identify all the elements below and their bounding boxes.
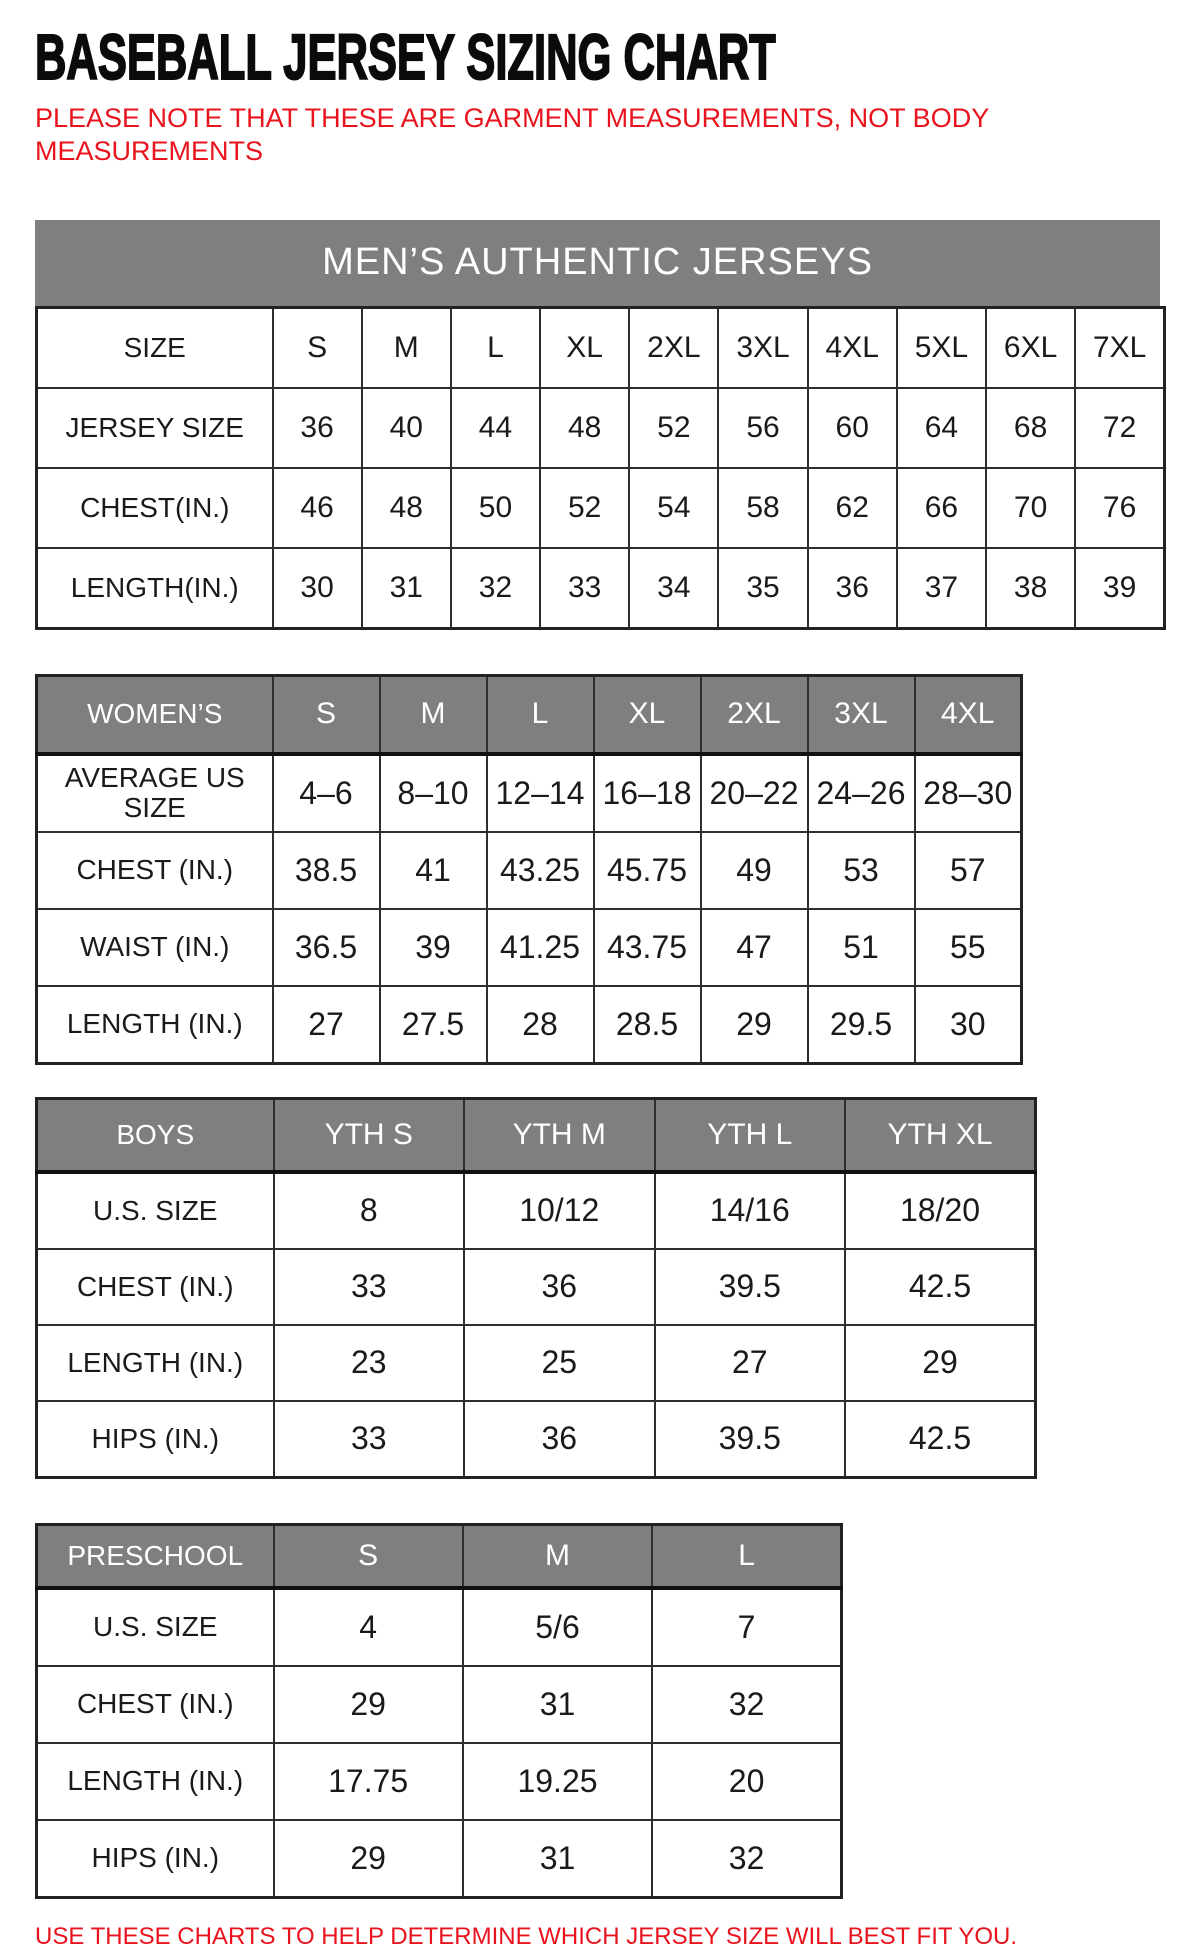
table-cell: 28.5	[594, 986, 701, 1064]
table-cell: 45.75	[594, 832, 701, 909]
preschool-sizing-table	[35, 1523, 843, 1899]
table-cell: 31	[463, 1666, 652, 1743]
table-cell: 4XL	[808, 307, 897, 388]
table-cell: 60	[808, 388, 897, 468]
table-cell: 33	[274, 1401, 465, 1478]
table-cell: 5XL	[897, 307, 986, 388]
table-cell: 42.5	[845, 1401, 1036, 1478]
column-header: YTH S	[274, 1098, 465, 1172]
table-row	[37, 1666, 842, 1743]
table-cell: 24–26	[808, 754, 915, 832]
table-cell: 33	[540, 548, 629, 629]
table-cell: 40	[362, 388, 451, 468]
column-header: 3XL	[808, 675, 915, 754]
table-cell: M	[362, 307, 451, 388]
table-cell: 56	[718, 388, 807, 468]
table-cell: 32	[652, 1820, 841, 1898]
table-row	[37, 1743, 842, 1820]
table-cell: 17.75	[274, 1743, 463, 1820]
garment-measurements-note: PLEASE NOTE THAT THESE ARE GARMENT MEASUREMENTS, NOT BODY MEASUREMENTS	[35, 103, 989, 166]
table-row	[37, 1820, 842, 1898]
table-cell: 31	[463, 1820, 652, 1898]
table-cell: 53	[808, 832, 915, 909]
row-label: U.S. SIZE	[37, 1172, 274, 1249]
table-row	[37, 1172, 1036, 1249]
table-cell: 66	[897, 468, 986, 548]
table-cell: 30	[273, 548, 362, 629]
table-cell: 29	[845, 1325, 1036, 1401]
table-cell: 7	[652, 1588, 841, 1666]
table-cell: 55	[915, 909, 1022, 986]
table-cell: 76	[1075, 468, 1164, 548]
mens-table-banner: MEN’S AUTHENTIC JERSEYS	[35, 220, 1160, 306]
page-title: BASEBALL JERSEY SIZING CHART	[35, 21, 776, 93]
table-cell: 39	[1075, 548, 1164, 629]
row-label: AVERAGE US SIZE	[37, 754, 273, 832]
table-cell: 54	[629, 468, 718, 548]
table-row	[37, 1401, 1036, 1478]
table-cell: 32	[652, 1666, 841, 1743]
table-cell: 68	[986, 388, 1075, 468]
table-cell: 39.5	[655, 1401, 846, 1478]
boys-sizing-table	[35, 1097, 1037, 1479]
table-cell: L	[451, 307, 540, 388]
table-cell: 47	[701, 909, 808, 986]
table-cell: 38.5	[273, 832, 380, 909]
table-row	[37, 548, 1165, 629]
table-cell: 5/6	[463, 1588, 652, 1666]
mens-table-body	[37, 307, 1165, 628]
row-label: CHEST (IN.)	[37, 1666, 274, 1743]
table-cell: 58	[718, 468, 807, 548]
table-cell: 36	[273, 388, 362, 468]
column-header: YTH L	[655, 1098, 846, 1172]
table-cell: 49	[701, 832, 808, 909]
row-label: LENGTH (IN.)	[37, 1743, 274, 1820]
table-cell: 18/20	[845, 1172, 1036, 1249]
row-label: LENGTH (IN.)	[37, 1325, 274, 1401]
table-cell: 64	[897, 388, 986, 468]
table-row	[37, 909, 1022, 986]
table-cell: 27	[655, 1325, 846, 1401]
column-header: L	[487, 675, 594, 754]
table-cell: 29	[274, 1666, 463, 1743]
table-cell: 35	[718, 548, 807, 629]
table-cell: 29	[701, 986, 808, 1064]
column-header: XL	[594, 675, 701, 754]
table-row	[37, 754, 1022, 832]
row-label: JERSEY SIZE	[37, 388, 273, 468]
table-row	[37, 468, 1165, 548]
column-header: L	[652, 1524, 841, 1588]
table-cell: 43.75	[594, 909, 701, 986]
table-cell: 48	[540, 388, 629, 468]
table-cell: 41	[380, 832, 487, 909]
table-cell: 20–22	[701, 754, 808, 832]
table-cell: 36	[808, 548, 897, 629]
table-cell: 32	[451, 548, 540, 629]
row-label: LENGTH(IN.)	[37, 548, 273, 629]
column-header: YTH XL	[845, 1098, 1036, 1172]
table-cell: 44	[451, 388, 540, 468]
table-cell: 29	[274, 1820, 463, 1898]
row-label: WAIST (IN.)	[37, 909, 273, 986]
table-cell: 52	[629, 388, 718, 468]
table-cell: 28	[487, 986, 594, 1064]
table-cell: 36	[464, 1249, 655, 1325]
table-cell: 8–10	[380, 754, 487, 832]
table-cell: 27	[273, 986, 380, 1064]
row-label: CHEST (IN.)	[37, 832, 273, 909]
table-row	[37, 307, 1165, 388]
table-cell: 6XL	[986, 307, 1075, 388]
table-cell: 52	[540, 468, 629, 548]
table-header-row	[37, 675, 1022, 754]
preschool-table-body	[37, 1588, 842, 1898]
table-cell: 14/16	[655, 1172, 846, 1249]
mens-sizing-table	[35, 306, 1166, 630]
table-cell: 37	[897, 548, 986, 629]
table-header-row	[37, 1098, 1036, 1172]
table-row	[37, 1588, 842, 1666]
table-row	[37, 1249, 1036, 1325]
table-cell: 36.5	[273, 909, 380, 986]
table-cell: 51	[808, 909, 915, 986]
row-label: SIZE	[37, 307, 273, 388]
table-cell: 20	[652, 1743, 841, 1820]
table-cell: 2XL	[629, 307, 718, 388]
table-cell: XL	[540, 307, 629, 388]
table-cell: 36	[464, 1401, 655, 1478]
table-cell: 7XL	[1075, 307, 1164, 388]
table-cell: 38	[986, 548, 1075, 629]
table-cell: 42.5	[845, 1249, 1036, 1325]
column-header: 2XL	[701, 675, 808, 754]
column-header: 4XL	[915, 675, 1022, 754]
table-cell: 3XL	[718, 307, 807, 388]
table-cell: 33	[274, 1249, 465, 1325]
column-header: S	[273, 675, 380, 754]
boys-table-body	[37, 1172, 1036, 1478]
row-label: CHEST (IN.)	[37, 1249, 274, 1325]
table-cell: 16–18	[594, 754, 701, 832]
table-row	[37, 986, 1022, 1064]
table-cell: 30	[915, 986, 1022, 1064]
table-header-label: PRESCHOOL	[37, 1524, 274, 1588]
table-cell: 72	[1075, 388, 1164, 468]
table-cell: 43.25	[487, 832, 594, 909]
column-header: M	[380, 675, 487, 754]
title-wrap	[35, 21, 1180, 93]
column-header: M	[463, 1524, 652, 1588]
table-cell: 23	[274, 1325, 465, 1401]
table-cell: 29.5	[808, 986, 915, 1064]
table-cell: 48	[362, 468, 451, 548]
table-cell: 25	[464, 1325, 655, 1401]
table-row	[37, 832, 1022, 909]
row-label: HIPS (IN.)	[37, 1401, 274, 1478]
row-label: CHEST(IN.)	[37, 468, 273, 548]
table-cell: 28–30	[915, 754, 1022, 832]
table-cell: 10/12	[464, 1172, 655, 1249]
table-cell: 8	[274, 1172, 465, 1249]
table-cell: 4–6	[273, 754, 380, 832]
footer-note: USE THESE CHARTS TO HELP DETERMINE WHICH JERSEY SIZE WILL BEST FIT YOU.	[35, 1922, 1018, 1950]
column-header: S	[274, 1524, 463, 1588]
table-cell: 57	[915, 832, 1022, 909]
table-cell: 34	[629, 548, 718, 629]
womens-sizing-table	[35, 674, 1023, 1065]
table-cell: 50	[451, 468, 540, 548]
table-cell: 31	[362, 548, 451, 629]
table-cell: S	[273, 307, 362, 388]
table-cell: 39.5	[655, 1249, 846, 1325]
table-cell: 19.25	[463, 1743, 652, 1820]
table-header-label: BOYS	[37, 1098, 274, 1172]
table-cell: 70	[986, 468, 1075, 548]
table-cell: 27.5	[380, 986, 487, 1064]
table-cell: 12–14	[487, 754, 594, 832]
row-label: LENGTH (IN.)	[37, 986, 273, 1064]
table-row	[37, 1325, 1036, 1401]
table-row	[37, 388, 1165, 468]
table-cell: 46	[273, 468, 362, 548]
table-cell: 62	[808, 468, 897, 548]
womens-table-body	[37, 754, 1022, 1064]
table-header-row	[37, 1524, 842, 1588]
table-cell: 41.25	[487, 909, 594, 986]
column-header: YTH M	[464, 1098, 655, 1172]
table-cell: 39	[380, 909, 487, 986]
row-label: U.S. SIZE	[37, 1588, 274, 1666]
table-header-label: WOMEN’S	[37, 675, 273, 754]
table-cell: 4	[274, 1588, 463, 1666]
row-label: HIPS (IN.)	[37, 1820, 274, 1898]
